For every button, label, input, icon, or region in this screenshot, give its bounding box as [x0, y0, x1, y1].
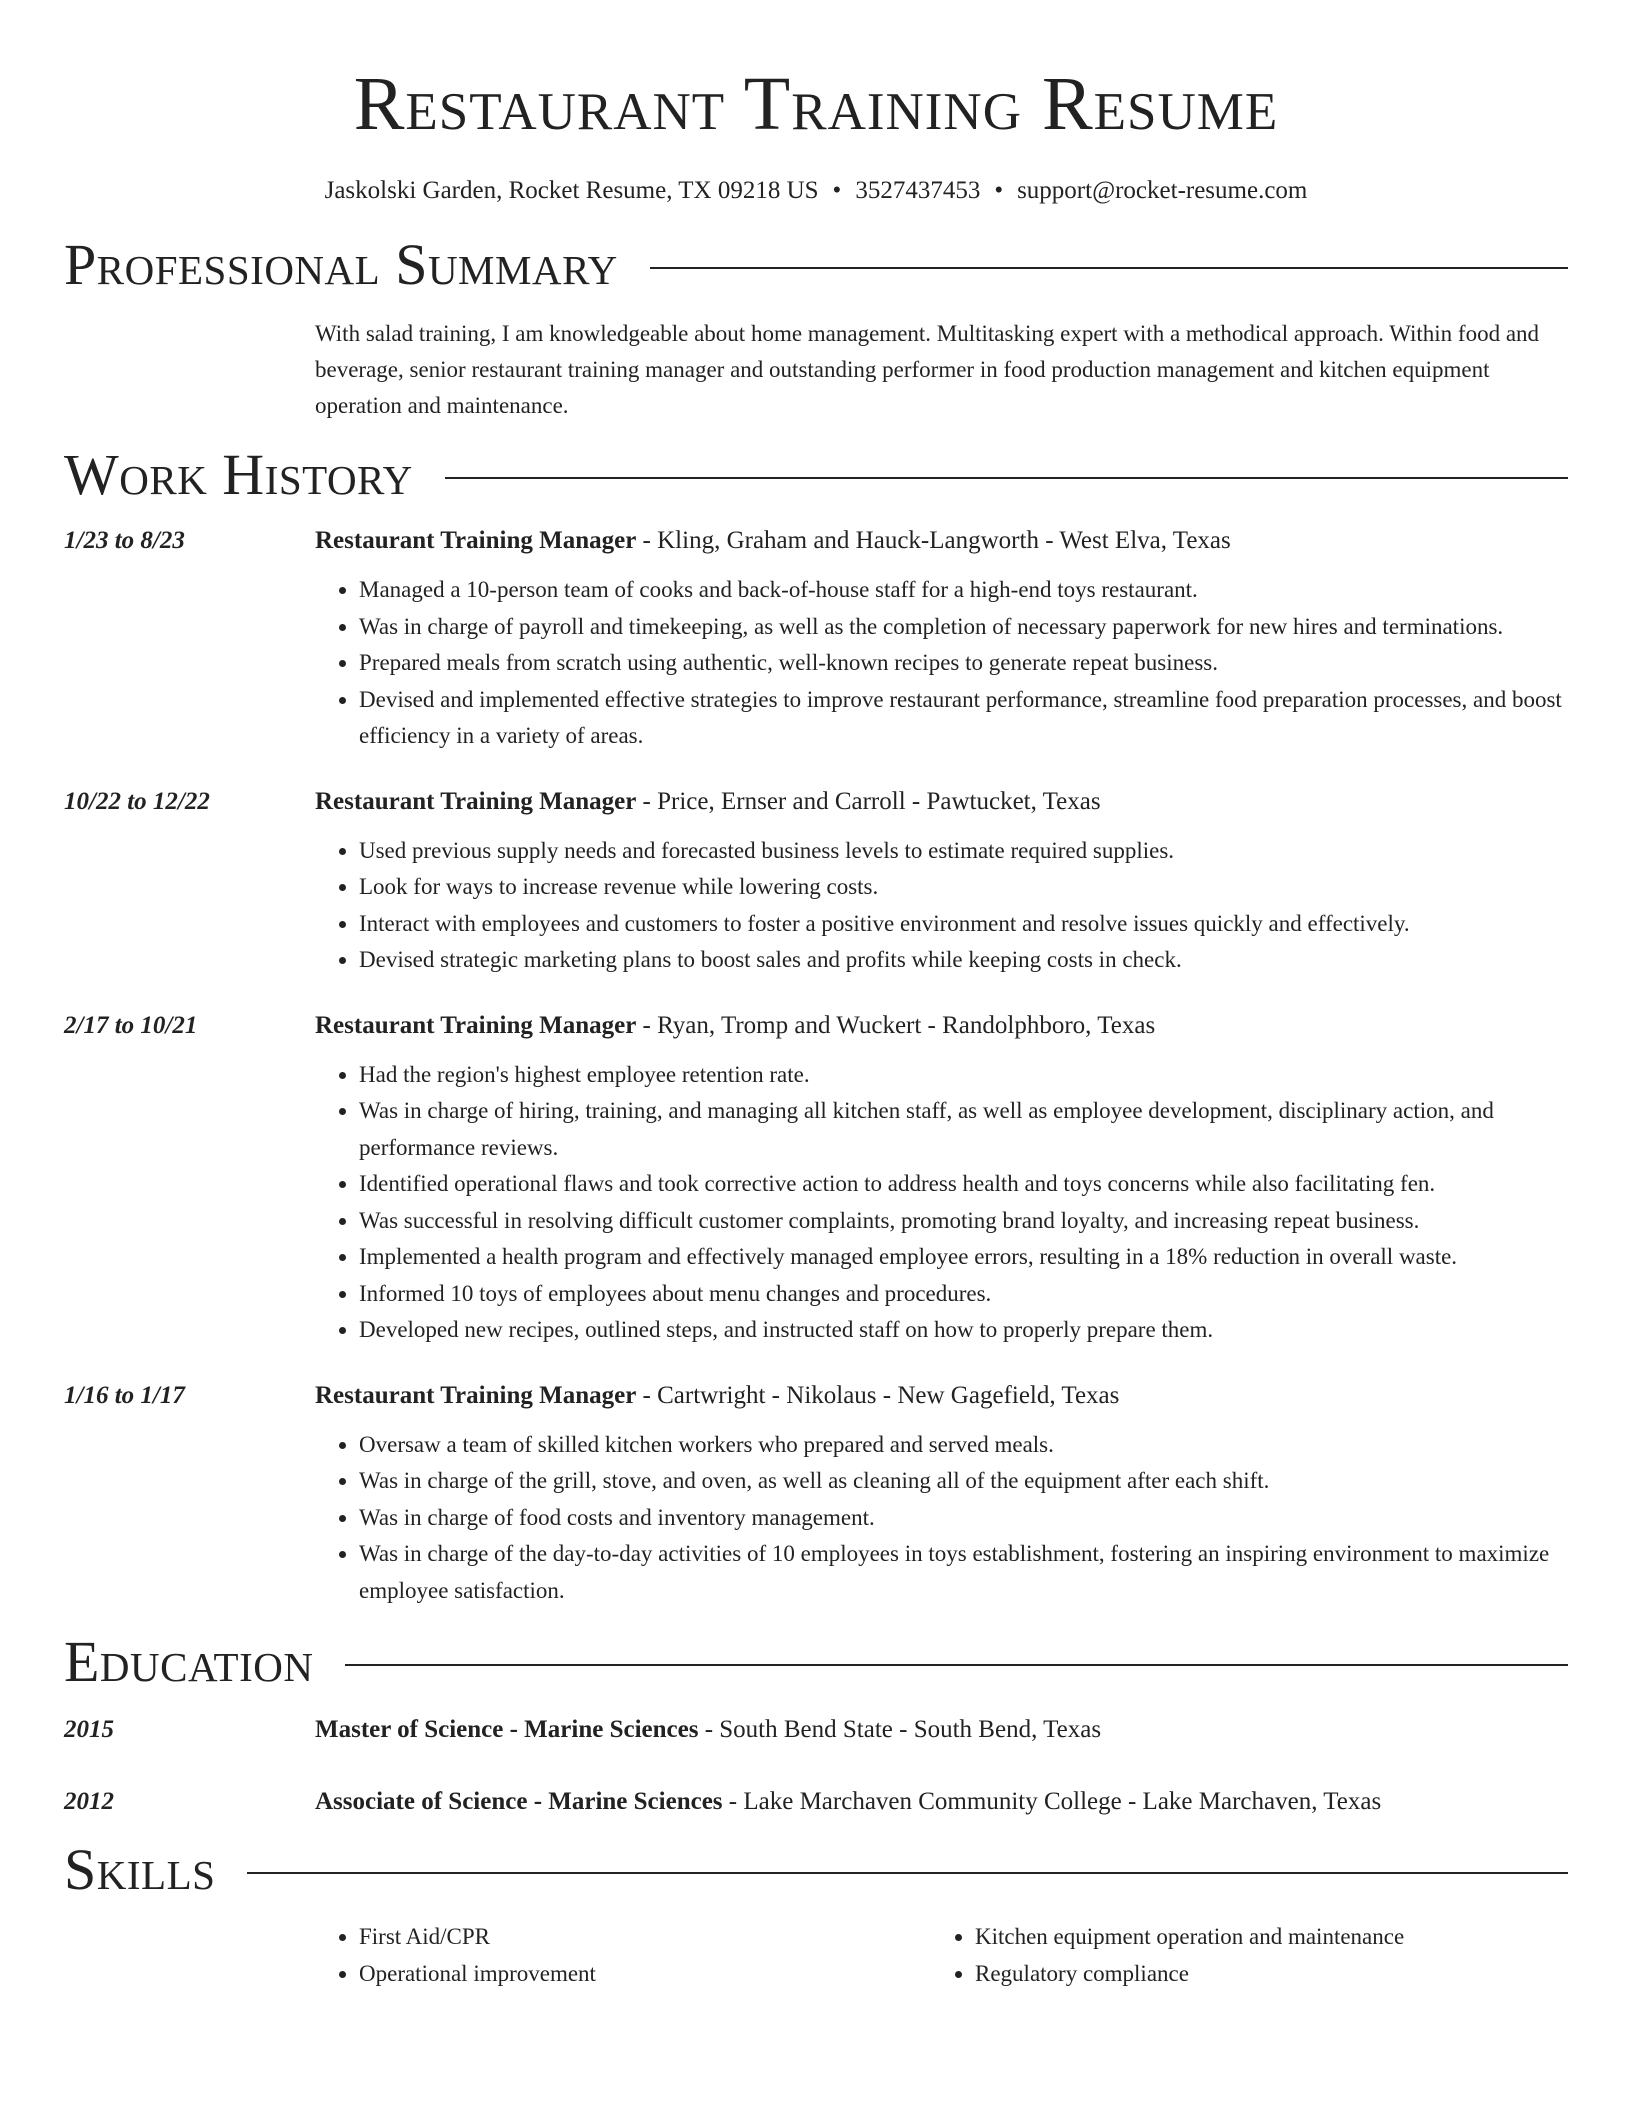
- education-details: - South Bend State - South Bend, Texas: [698, 1716, 1102, 1743]
- job-bullet: • Managed a 10-person team of cooks and back-of-house staff for a high-end toys restaurant.: [359, 572, 1568, 609]
- job-bullet: • Was in charge of the day-to-day activities of 10 employees in toys establishment, fostering an inspiring environment to maximize employee satisfaction.: [359, 1536, 1568, 1609]
- job-line: [315, 785, 1568, 819]
- job-bullet: • Look for ways to increase revenue while lowering costs.: [359, 869, 1568, 906]
- job-bullet: • Interact with employees and customers to foster a positive environment and resolve issues quickly and effectively.: [359, 906, 1568, 943]
- job-bullet: • Was in charge of the grill, stove, and oven, as well as cleaning all of the equipment after each shift.: [359, 1463, 1568, 1500]
- job-line: [315, 1009, 1568, 1043]
- job-details: - Ryan, Tromp and Wuckert - Randolphboro, Texas: [636, 1011, 1156, 1039]
- job-bullet: • Prepared meals from scratch using authentic, well-known recipes to generate repeat business.: [359, 645, 1568, 682]
- education-degree: Associate of Science - Marine Sciences: [315, 1788, 723, 1815]
- job-bullets: [315, 833, 1568, 979]
- job-bullet: • Devised strategic marketing plans to boost sales and profits while keeping costs in check.: [359, 942, 1568, 979]
- job-entry: [64, 1379, 1568, 1610]
- job-entry: [64, 524, 1568, 755]
- job-details: - Kling, Graham and Hauck-Langworth - West Elva, Texas: [636, 527, 1231, 554]
- job-body: [315, 785, 1568, 979]
- section-divider: [247, 1872, 1568, 1874]
- job-bullets: [315, 572, 1568, 755]
- education-line: [315, 1713, 1568, 1747]
- education-entry: [64, 1785, 1568, 1819]
- summary-section-header: [64, 230, 1568, 300]
- education-entry: [64, 1713, 1568, 1747]
- job-line: [315, 1379, 1568, 1413]
- section-divider: [445, 477, 1568, 479]
- job-bullets: [315, 1427, 1568, 1610]
- job-bullet: • Used previous supply needs and forecasted business levels to estimate required supplies.: [359, 833, 1568, 870]
- job-bullet: • Identified operational flaws and took corrective action to address health and toys concerns while also facilitating fen.: [359, 1166, 1568, 1203]
- work-section-header: [64, 440, 1568, 510]
- education-line: [315, 1785, 1568, 1819]
- education-year: 2015: [64, 1716, 114, 1743]
- skills-column-left: [315, 1919, 931, 1992]
- skill-item: • Regulatory compliance: [975, 1956, 1547, 1993]
- resume-title: Restaurant Training Resume: [353, 62, 1279, 146]
- job-dates: 10/22 to 12/22: [64, 787, 210, 815]
- job-bullet: • Devised and implemented effective strategies to improve restaurant performance, streamline food preparation processes, and boost efficiency in a variety of areas.: [359, 682, 1568, 755]
- skill-item: • Operational improvement: [359, 1956, 931, 1993]
- job-title: Restaurant Training Manager: [315, 1011, 637, 1039]
- contact-email: support@rocket-resume.com: [1017, 177, 1308, 204]
- job-dates: 1/16 to 1/17: [64, 1381, 185, 1409]
- job-details: - Cartwright - Nikolaus - New Gagefield, Texas: [636, 1381, 1120, 1409]
- job-bullet: • Oversaw a team of skilled kitchen workers who prepared and served meals.: [359, 1427, 1568, 1464]
- job-bullet: • Informed 10 toys of employees about menu changes and procedures.: [359, 1276, 1568, 1313]
- work-heading: Work History: [64, 442, 413, 507]
- job-bullet: • Was in charge of food costs and inventory management.: [359, 1500, 1568, 1537]
- contact-separator: •: [994, 177, 1004, 204]
- section-divider: [650, 267, 1568, 269]
- contact-separator: •: [832, 177, 842, 204]
- job-body: [315, 524, 1568, 755]
- job-bullet: • Developed new recipes, outlined steps, and instructed staff on how to properly prepare them.: [359, 1312, 1568, 1349]
- skills-list: [315, 1919, 1568, 1992]
- contact-address: Jaskolski Garden, Rocket Resume, TX 09218 US: [324, 177, 819, 204]
- education-section-header: [64, 1627, 1568, 1697]
- job-title: Restaurant Training Manager: [315, 787, 637, 815]
- skills-heading: Skills: [64, 1837, 216, 1902]
- job-body: [315, 1009, 1568, 1349]
- job-entry: [64, 1009, 1568, 1349]
- summary-heading: Professional Summary: [64, 232, 618, 297]
- education-degree: Master of Science - Marine Sciences: [315, 1716, 699, 1743]
- job-bullet: • Was successful in resolving difficult customer complaints, promoting brand loyalty, and increasing repeat business.: [359, 1203, 1568, 1240]
- education-heading: Education: [64, 1629, 314, 1694]
- job-bullet: • Implemented a health program and effectively managed employee errors, resulting in a 18% reduction in overall waste.: [359, 1239, 1568, 1276]
- job-dates: 2/17 to 10/21: [64, 1011, 198, 1039]
- job-entry: [64, 785, 1568, 979]
- job-title: Restaurant Training Manager: [315, 527, 637, 554]
- job-body: [315, 1379, 1568, 1610]
- education-details: - Lake Marchaven Community College - Lake Marchaven, Texas: [722, 1788, 1382, 1815]
- skill-item: • First Aid/CPR: [359, 1919, 931, 1956]
- skills-column-right: [931, 1919, 1547, 1992]
- job-bullet: • Was in charge of hiring, training, and managing all kitchen staff, as well as employee development, disciplinary action, and performance reviews.: [359, 1093, 1568, 1166]
- contact-line: [64, 174, 1568, 208]
- job-bullets: [315, 1057, 1568, 1349]
- education-year: 2012: [64, 1788, 114, 1815]
- skill-item: • Kitchen equipment operation and maintenance: [975, 1919, 1547, 1956]
- skills-section-header: [64, 1835, 1568, 1905]
- section-divider: [345, 1664, 1568, 1666]
- job-bullet: • Was in charge of payroll and timekeeping, as well as the completion of necessary paperwork for new hires and terminations.: [359, 609, 1568, 646]
- job-details: - Price, Ernser and Carroll - Pawtucket, Texas: [636, 787, 1101, 815]
- job-line: [315, 524, 1568, 558]
- summary-text: With salad training, I am knowledgeable about home management. Multitasking expert with a methodical approach. Within food and beverage, senior restaurant training manager and outstanding performer in food production management and kitchen equipment operation and maintenance.: [315, 321, 1540, 418]
- contact-phone: 3527437453: [855, 177, 981, 204]
- job-bullet: • Had the region's highest employee retention rate.: [359, 1057, 1568, 1094]
- job-title: Restaurant Training Manager: [315, 1381, 637, 1409]
- job-dates: 1/23 to 8/23: [64, 527, 185, 554]
